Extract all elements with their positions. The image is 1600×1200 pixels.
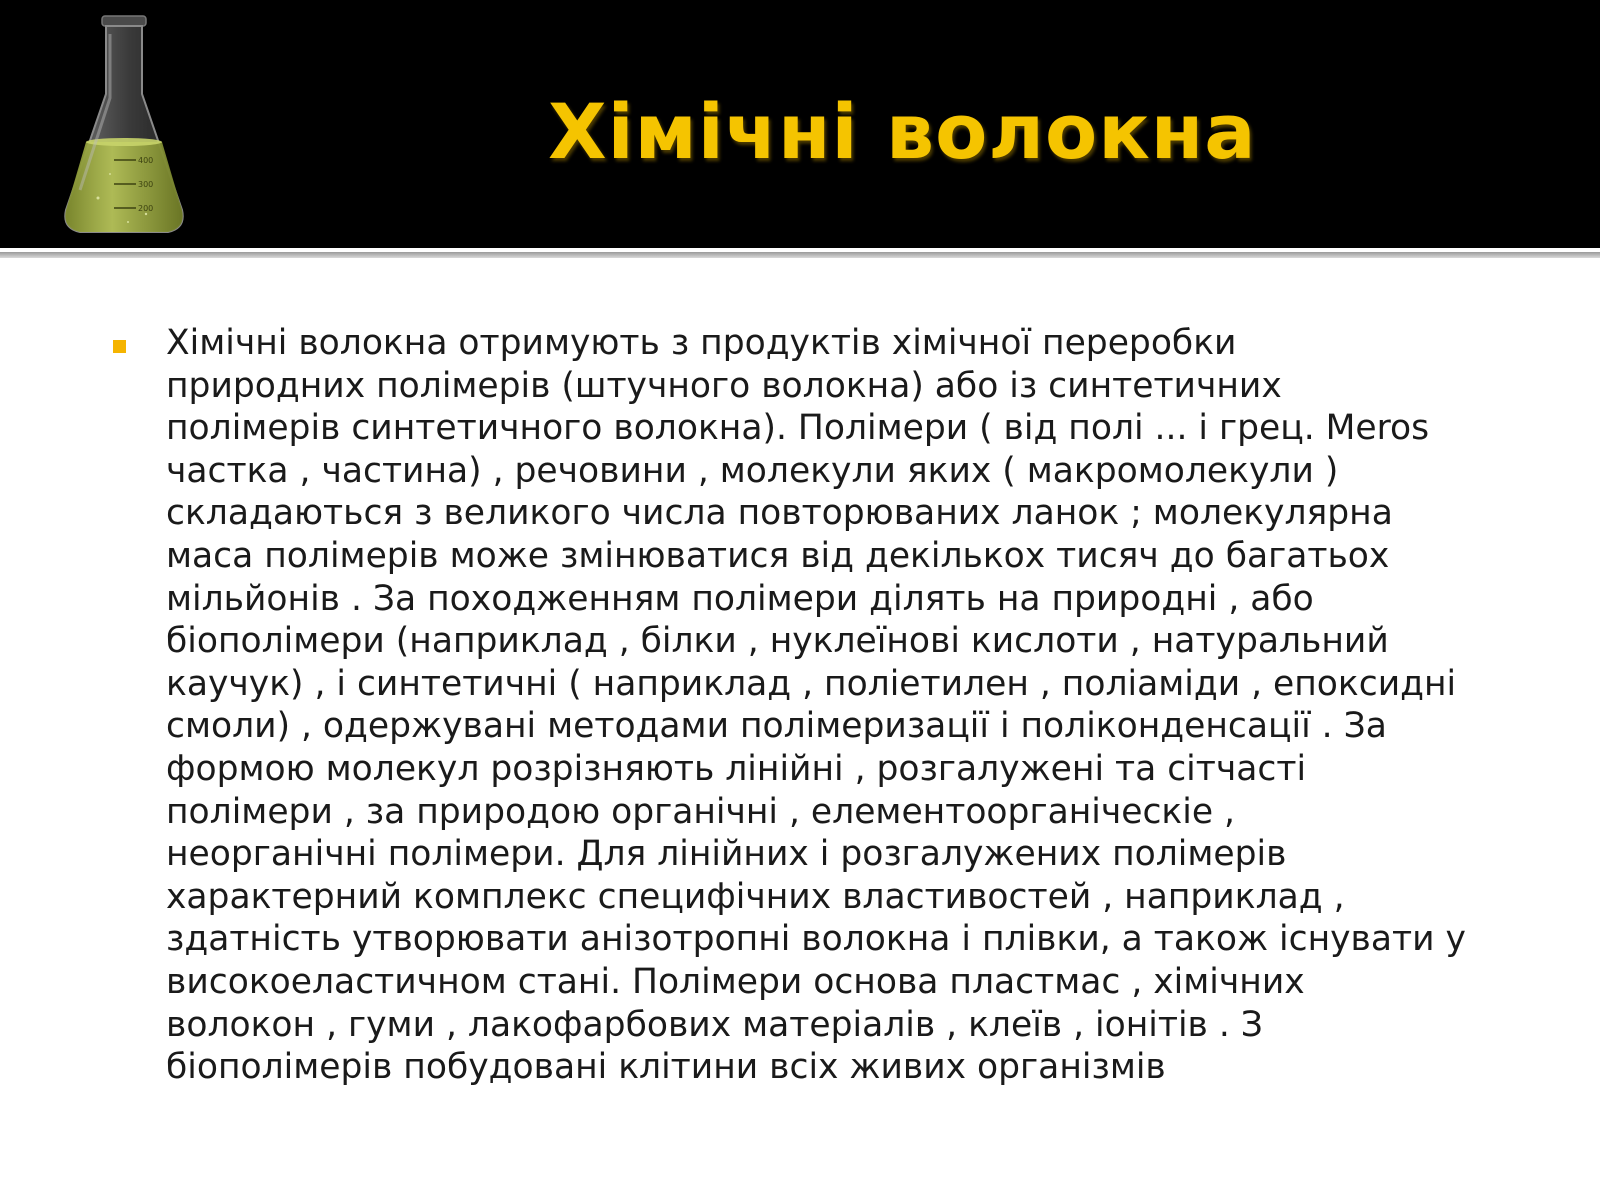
body-line: частка , частина) , речовини , молекули яких ( макромолекули ) — [166, 450, 1339, 491]
slide-title: Хімічні волокна — [548, 87, 1257, 176]
title-divider-gray — [0, 252, 1600, 258]
body-line: маса полімерів може змінюватися від декількох тисяч до багатьох — [166, 535, 1390, 576]
body-line: полімерів синтетичного волокна). Полімери ( від полі ... і грец. Meros — [166, 408, 1430, 449]
flask-icon — [58, 14, 190, 240]
flask-mark-300: 300 — [138, 180, 154, 189]
slide-body-text — [166, 322, 1506, 1089]
body-line: мільйонів . За походженням полімери ділять на природні , або — [166, 578, 1314, 619]
flask-mark-200: 200 — [138, 204, 154, 213]
bullet-marker — [113, 340, 126, 353]
body-line: високоеластичном стані. Полімери основа пластмас , хімічних — [166, 961, 1305, 1002]
body-line: Хімічні волокна отримують з продуктів хімічної переробки — [166, 323, 1237, 363]
body-line: здатність утворювати анізотропні волокна і плівки, а також існувати у — [166, 919, 1466, 960]
body-line: природних полімерів (штучного волокна) або із синтетичних — [166, 365, 1282, 406]
body-line: характерний комплекс специфічних властивостей , наприклад , — [166, 876, 1345, 917]
body-line: каучук) , і синтетичні ( наприклад , поліетилен , поліаміди , епоксидні — [166, 663, 1457, 704]
body-line: складаються з великого числа повторюваних ланок ; молекулярна — [166, 493, 1393, 534]
body-line: неорганічні полімери. Для лінійних і розгалужених полімерів — [166, 834, 1287, 875]
body-line: смоли) , одержувані методами полімеризації і поліконденсації . За — [166, 706, 1387, 747]
body-line: біополімери (наприклад , білки , нуклеїнові кислоти , натуральний — [166, 621, 1389, 662]
body-line: полімери , за природою органічні , елементоорганіческіе , — [166, 791, 1236, 832]
body-line: волокон , гуми , лакофарбових матеріалів , клеїв , іонітів . З — [166, 1004, 1263, 1045]
body-line: формою молекул розрізняють лінійні , розгалужені та сітчасті — [166, 748, 1307, 789]
flask-mark-400: 400 — [138, 156, 154, 165]
body-line: біополімерів побудовані клітини всіх живих організмів — [166, 1047, 1166, 1088]
